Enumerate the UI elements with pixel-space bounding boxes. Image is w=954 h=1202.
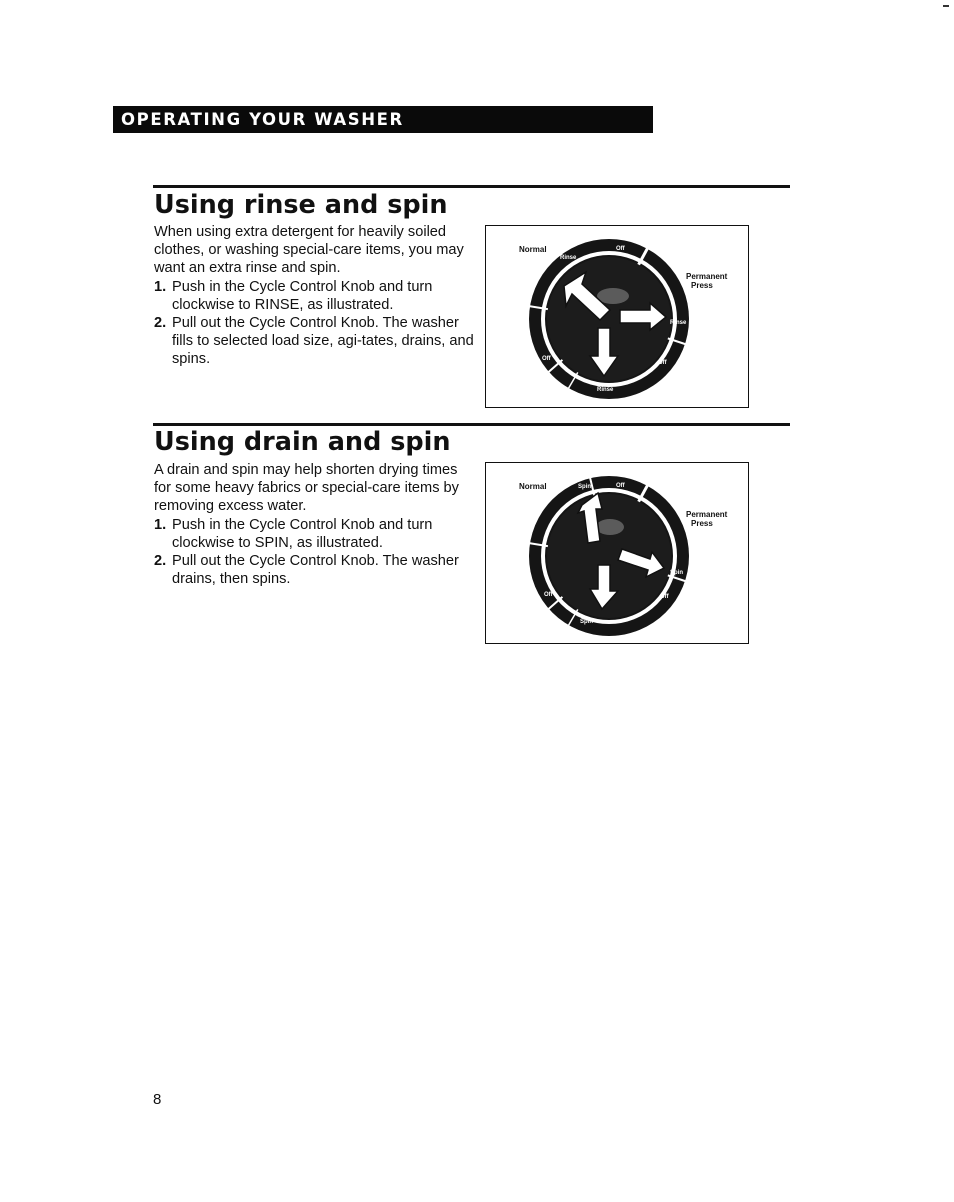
step-number: 2. [154,315,167,332]
dial-label-normal: Normal [519,482,547,491]
section-title-rinse-spin: Using rinse and spin [154,190,448,220]
rinse-spin-body [154,223,474,369]
rinse-spin-step-1 [154,278,474,314]
dial-label-press: Press [691,281,713,290]
step-number: 1. [154,516,167,533]
dial-ring-label: Off [616,246,625,252]
corner-mark [943,5,949,7]
section-rule-rinse [153,185,790,188]
rinse-spin-intro: When using extra detergent for heavily soiled clothes, or washing special-care items, you may want an extra rinse and spin. [154,224,464,277]
section-title-drain-spin: Using drain and spin [154,427,451,457]
dial-ring-label: Spin [670,570,683,576]
section-rule-drain [153,423,790,426]
rinse-dial-illustration [485,225,749,408]
dial-ring-label: Off [616,483,625,489]
drain-spin-step-1 [154,516,474,552]
dial-ring-label: Spin [578,484,591,490]
page-number: 8 [153,1091,162,1108]
step-text: Push in the Cycle Control Knob and turn clockwise to SPIN, as illustrated. [172,516,433,551]
rinse-spin-steps [154,278,474,369]
step-text: Pull out the Cycle Control Knob. The washer drains, then spins. [172,553,459,588]
step-text: Pull out the Cycle Control Knob. The washer fills to selected load size, agi-tates, drains, and spins. [172,315,474,368]
dial-ring-label: Off [658,360,667,366]
cycle-knob-rinse-icon [486,226,747,406]
dial-ring-label: Off [660,594,669,600]
drain-spin-step-2 [154,552,474,588]
dial-ring-label: Rinse [597,387,614,393]
drain-spin-intro: A drain and spin may help shorten drying times for some heavy fabrics or special-care items by removing excess water. [154,462,459,515]
section-header-bar: OPERATING YOUR WASHER [113,106,653,133]
rinse-spin-step-2 [154,314,474,369]
dial-ring-label: Rinse [670,320,687,326]
dial-ring-label: Off [544,592,553,598]
step-number: 1. [154,278,167,295]
step-text: Push in the Cycle Control Knob and turn clockwise to RINSE, as illustrated. [172,278,433,313]
drain-spin-body [154,461,474,588]
dial-label-permanent: Permanent [686,510,728,519]
spin-dial-illustration [485,462,749,644]
dial-ring-label: Off [542,356,551,362]
dial-label-press: Press [691,519,713,528]
dial-label-normal: Normal [519,245,547,254]
dial-ring-label: Spin [580,619,593,625]
cycle-knob-spin-icon [486,463,747,642]
dial-label-permanent: Permanent [686,272,728,281]
step-number: 2. [154,553,167,570]
dial-ring-label: Rinse [560,255,577,261]
drain-spin-steps [154,516,474,589]
